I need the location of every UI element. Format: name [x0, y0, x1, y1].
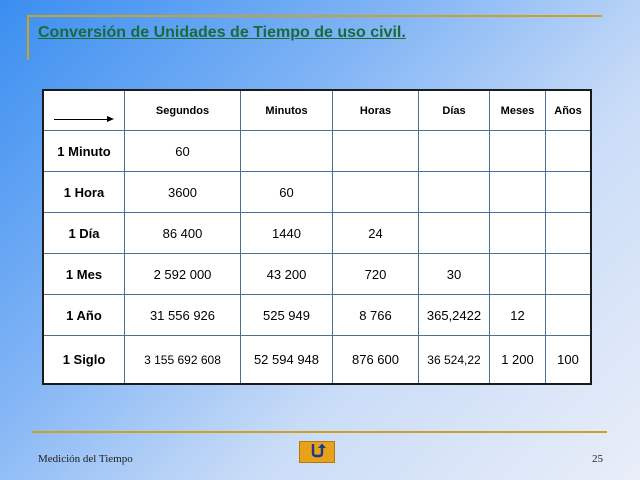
table-cell: 36 524,22: [419, 336, 490, 385]
column-header: Días: [419, 90, 490, 131]
table-cell: 876 600: [333, 336, 419, 385]
table-cell: [490, 254, 546, 295]
table-cell: 60: [241, 172, 333, 213]
column-header: Meses: [490, 90, 546, 131]
table-cell: 1440: [241, 213, 333, 254]
table-row: [43, 213, 591, 254]
table-cell: 720: [333, 254, 419, 295]
table-row: [43, 131, 591, 172]
table-cell: 365,2422: [419, 295, 490, 336]
row-label: 1 Mes: [43, 254, 125, 295]
table-cell: [490, 213, 546, 254]
page-number: 25: [592, 453, 603, 465]
table-cell: [333, 131, 419, 172]
table-cell: 3 155 692 608: [125, 336, 241, 385]
column-header: Horas: [333, 90, 419, 131]
table-cell: 43 200: [241, 254, 333, 295]
table-cell: 2 592 000: [125, 254, 241, 295]
table-row: [43, 295, 591, 336]
row-label: 1 Hora: [43, 172, 125, 213]
row-label: 1 Año: [43, 295, 125, 336]
table-cell: [546, 295, 592, 336]
table-cell: [419, 213, 490, 254]
column-header: Minutos: [241, 90, 333, 131]
table-cell: [419, 172, 490, 213]
row-label: 1 Minuto: [43, 131, 125, 172]
return-arrow-icon: [307, 442, 327, 463]
table-cell: [546, 213, 592, 254]
table-cell: 52 594 948: [241, 336, 333, 385]
table-cell: 100: [546, 336, 592, 385]
table-cell: 12: [490, 295, 546, 336]
table-row: [43, 172, 591, 213]
footer-title: Medición del Tiempo: [38, 453, 133, 465]
row-label: 1 Día: [43, 213, 125, 254]
top-rule-vertical: [27, 15, 29, 60]
table-row: [43, 336, 591, 385]
table-cell: 1 200: [490, 336, 546, 385]
table-cell: 30: [419, 254, 490, 295]
table-cell: 3600: [125, 172, 241, 213]
header-arrow-cell: [43, 90, 125, 131]
table-cell: [490, 172, 546, 213]
table-header-row: [43, 90, 591, 131]
table-cell: 8 766: [333, 295, 419, 336]
table-cell: 24: [333, 213, 419, 254]
table-cell: [333, 172, 419, 213]
back-button[interactable]: [299, 441, 335, 463]
table-cell: [419, 131, 490, 172]
column-header: Segundos: [125, 90, 241, 131]
conversion-table: [42, 89, 592, 385]
top-rule-horizontal: [27, 15, 602, 17]
row-label: 1 Siglo: [43, 336, 125, 385]
table-cell: 31 556 926: [125, 295, 241, 336]
bottom-rule: [32, 431, 607, 433]
table-cell: [546, 131, 592, 172]
table-cell: [490, 131, 546, 172]
table-cell: 60: [125, 131, 241, 172]
table-row: [43, 254, 591, 295]
column-header: Años: [546, 90, 592, 131]
page-title: Conversión de Unidades de Tiempo de uso civil.: [38, 24, 406, 41]
table-cell: 86 400: [125, 213, 241, 254]
table-cell: [546, 254, 592, 295]
table-cell: [241, 131, 333, 172]
table-cell: 525 949: [241, 295, 333, 336]
table-cell: [546, 172, 592, 213]
